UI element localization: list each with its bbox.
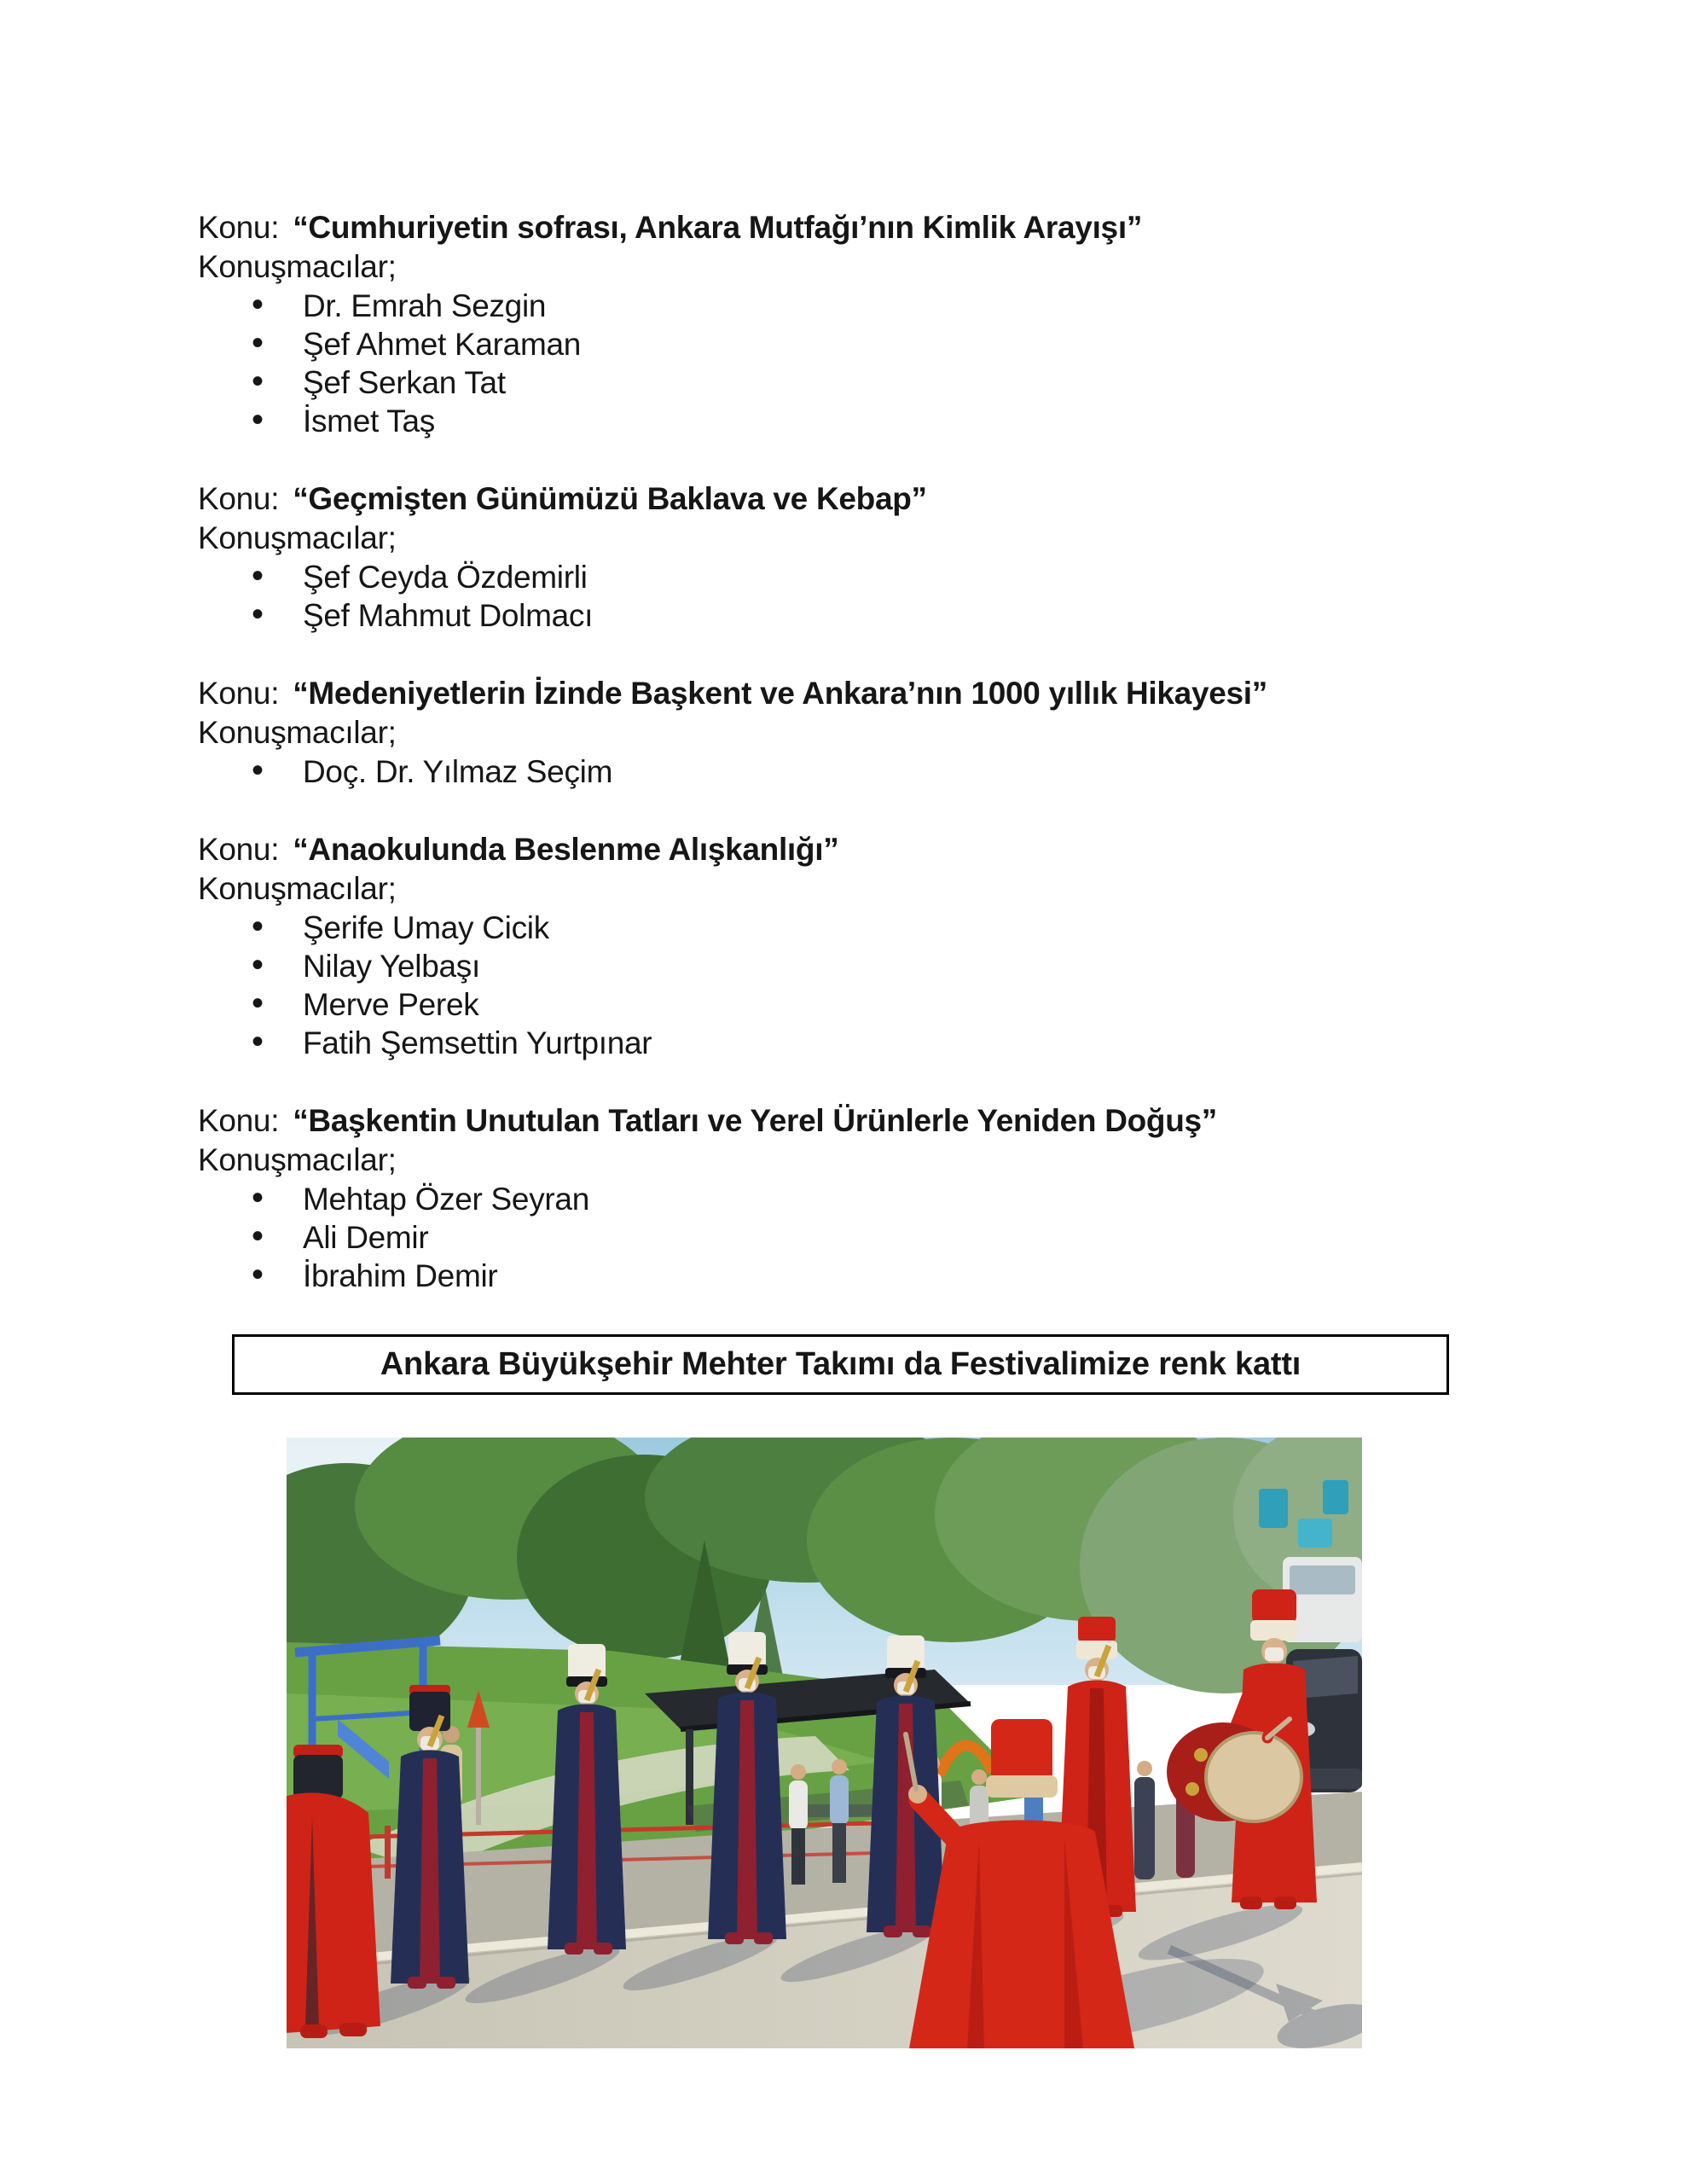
speaker-item: • Doç. Dr. Yılmaz Seçim — [198, 752, 1528, 791]
speakers-label: Konuşmacılar; — [198, 249, 397, 284]
speakers-list — [198, 1180, 1528, 1295]
topic-label: Konu: — [198, 481, 280, 516]
speaker-item: • Şef Ahmet Karaman — [198, 325, 1528, 363]
festival-photo — [287, 1438, 1362, 2048]
topic-line — [198, 479, 1528, 519]
topic-label: Konu: — [198, 832, 280, 867]
speakers-list — [198, 909, 1528, 1062]
topic-section — [198, 208, 1528, 440]
topic-section — [198, 674, 1528, 791]
speaker-item: • Şerife Umay Cicik — [198, 909, 1528, 947]
speaker-item: • İbrahim Demir — [198, 1257, 1528, 1295]
speaker-item: • Şef Ceyda Özdemirli — [198, 558, 1528, 596]
topic-line — [198, 1101, 1528, 1141]
topic-title: “Medeniyetlerin İzinde Başkent ve Ankara’nın 1000 yıllık Hikayesi” — [293, 676, 1267, 711]
topic-title: “Cumhuriyetin sofrası, Ankara Mutfağı’nın Kimlik Arayışı” — [293, 210, 1143, 245]
speaker-item: • İsmet Taş — [198, 402, 1528, 440]
speaker-item: • Merve Perek — [198, 985, 1528, 1024]
speaker-item: • Fatih Şemsettin Yurtpınar — [198, 1024, 1528, 1062]
topic-label: Konu: — [198, 676, 280, 711]
topic-section — [198, 1101, 1528, 1295]
speakers-label: Konuşmacılar; — [198, 520, 397, 555]
speakers-label: Konuşmacılar; — [198, 871, 397, 906]
speakers-list — [198, 752, 1528, 791]
document-body — [198, 208, 1528, 2048]
speaker-item: • Şef Serkan Tat — [198, 363, 1528, 402]
topic-section — [198, 479, 1528, 635]
speaker-item: • Şef Mahmut Dolmacı — [198, 596, 1528, 635]
speakers-list — [198, 287, 1528, 440]
speakers-label: Konuşmacılar; — [198, 1142, 397, 1177]
topic-title: “Geçmişten Günümüzü Baklava ve Kebap” — [293, 481, 927, 516]
mehter-band-photo-illustration — [287, 1438, 1362, 2048]
banner-text: Ankara Büyükşehir Mehter Takımı da Festivalimize renk kattı — [380, 1346, 1301, 1382]
speakers-label: Konuşmacılar; — [198, 715, 397, 750]
topic-label: Konu: — [198, 1103, 280, 1138]
speakers-list — [198, 558, 1528, 635]
topic-line — [198, 208, 1528, 247]
topic-line — [198, 674, 1528, 713]
speaker-item: • Mehtap Özer Seyran — [198, 1180, 1528, 1218]
topic-section — [198, 830, 1528, 1062]
banner-box — [232, 1334, 1449, 1395]
topic-title: “Başkentin Unutulan Tatları ve Yerel Ürünlerle Yeniden Doğuş” — [293, 1103, 1217, 1138]
topic-title: “Anaokulunda Beslenme Alışkanlığı” — [293, 832, 839, 867]
topic-line — [198, 830, 1528, 869]
speaker-item: • Ali Demir — [198, 1218, 1528, 1257]
speaker-item: • Nilay Yelbaşı — [198, 947, 1528, 985]
speaker-item: • Dr. Emrah Sezgin — [198, 287, 1528, 325]
topic-label: Konu: — [198, 210, 280, 245]
